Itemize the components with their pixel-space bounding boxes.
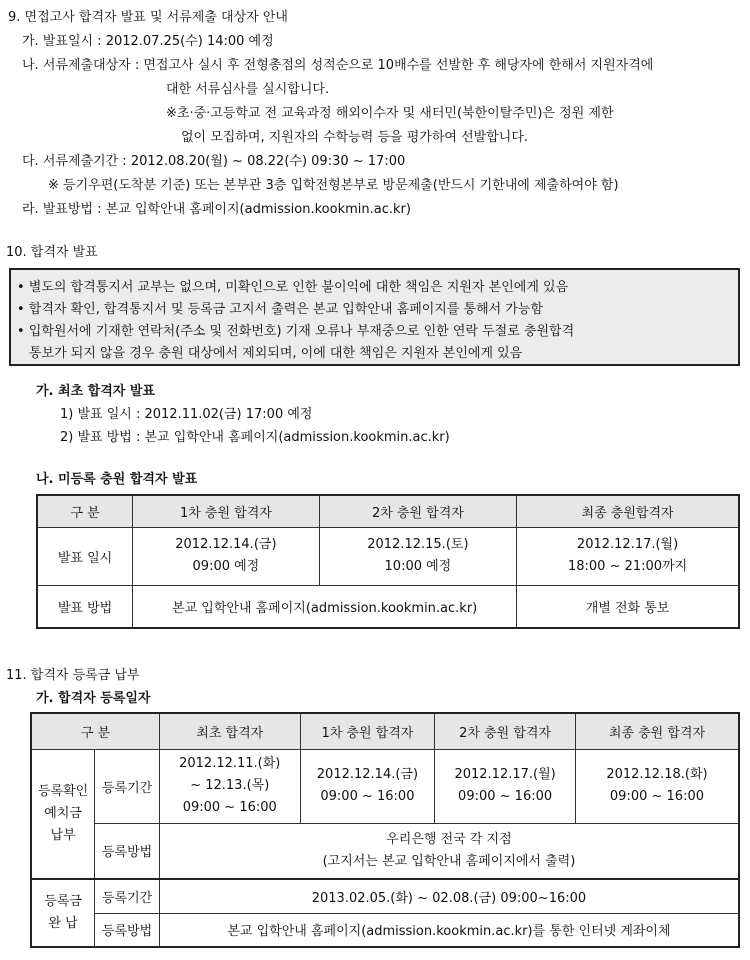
table-header: 구 분 — [31, 713, 159, 749]
row-label: 등록기간 — [95, 749, 160, 823]
notice-line: • 합격자 확인, 합격통지서 및 등록금 고지서 출력은 본교 입학안내 홈페이지를 통해서 가능함 — [17, 302, 544, 317]
table-cell: 본교 입학안내 홈페이지(admission.kookmin.ac.kr)를 통한 인터넷 계좌이체 — [159, 913, 739, 947]
s9-doc-period-note: ※ 등기우편(도착분 기준) 또는 본부관 3층 입학전형본부로 방문제출(반드시 기한내에 제출하여야 함) — [48, 178, 619, 193]
row-label: 발표 방법 — [37, 585, 133, 628]
table-header: 1차 충원 합격자 — [300, 713, 435, 749]
table-cell: 2012.12.17.(월) 09:00 ~ 16:00 — [435, 749, 576, 823]
table-row — [31, 823, 739, 879]
notice-line: • 입학원서에 기재한 연락처(주소 및 전화번호) 기재 오류나 부재중으로 인한 연락 두절로 충원합격 — [17, 324, 575, 339]
s9-announce-date: 가. 발표일시 : 2012.07.25(수) 14:00 예정 — [22, 34, 274, 49]
notice-box — [9, 268, 740, 366]
s9-doc-target-line1: 나. 서류제출대상자 : 면접고사 실시 후 전형총점의 성적순으로 10배수를 선발한 후 해당자에 한해서 지원자격에 — [22, 58, 654, 73]
table-header: 최종 충원 합격자 — [575, 713, 739, 749]
s11-registration-title: 가. 합격자 등록일자 — [36, 691, 151, 706]
s10-first-method: 2) 발표 방법 : 본교 입학안내 홈페이지(admission.kookmin.ac.kr) — [60, 430, 450, 445]
section10-title: 10. 합격자 발표 — [6, 245, 98, 260]
table-row — [37, 527, 739, 585]
row-label: 발표 일시 — [37, 527, 133, 585]
table-header: 2차 충원 합격자 — [319, 495, 516, 527]
table-row — [37, 585, 739, 628]
table-header: 1차 충원 합격자 — [133, 495, 320, 527]
s9-doc-target-line2: 대한 서류심사를 실시합니다. — [166, 82, 330, 97]
table-cell: 2012.12.15.(토) 10:00 예정 — [319, 527, 516, 585]
notice-line: 통보가 되지 않을 경우 충원 대상에서 제외되며, 이에 대한 책임은 지원자 본인에게 있음 — [29, 346, 523, 361]
table-cell: 본교 입학안내 홈페이지(admission.kookmin.ac.kr) — [133, 585, 517, 628]
group-label-deposit: 등록확인 예치금 납부 — [31, 749, 95, 879]
table-header: 최초 합격자 — [159, 713, 300, 749]
table-row — [31, 879, 739, 913]
table-cell: 2013.02.05.(화) ~ 02.08.(금) 09:00~16:00 — [159, 879, 739, 913]
s10-first-title: 가. 최초 합격자 발표 — [36, 384, 155, 399]
registration-table — [30, 712, 740, 948]
table-cell: 개별 전화 통보 — [517, 585, 739, 628]
s9-doc-period: 다. 서류제출기간 : 2012.08.20(월) ~ 08.22(수) 09:30 ~ 17:00 — [22, 154, 406, 169]
group-label-tuition: 등록금 완 납 — [31, 879, 95, 947]
table-cell: 우리은행 전국 각 지점 (고지서는 본교 입학안내 홈페이지에서 출력) — [159, 823, 739, 879]
table-header: 구 분 — [37, 495, 133, 527]
section11-title: 11. 합격자 등록금 납부 — [6, 668, 140, 683]
s9-announce-method: 라. 발표방법 : 본교 입학안내 홈페이지(admission.kookmin.ac.kr) — [22, 202, 411, 217]
section9-title: 9. 면접고사 합격자 발표 및 서류제출 대상자 안내 — [8, 10, 288, 25]
table-cell: 2012.12.11.(화) ~ 12.13.(목) 09:00 ~ 16:00 — [159, 749, 300, 823]
notice-line: • 별도의 합격통지서 교부는 없으며, 미확인으로 인한 불이익에 대한 책임은 지원자 본인에게 있음 — [17, 280, 569, 295]
row-label: 등록방법 — [95, 913, 160, 947]
table-row — [31, 913, 739, 947]
table-row — [31, 749, 739, 823]
s10-additional-title: 나. 미등록 충원 합격자 발표 — [36, 472, 198, 487]
table-header: 2차 충원 합격자 — [435, 713, 576, 749]
s9-doc-target-note2: 없이 모집하며, 지원자의 수학능력 등을 평가하여 선발합니다. — [181, 130, 529, 145]
row-label: 등록기간 — [95, 879, 160, 913]
row-label: 등록방법 — [95, 823, 160, 879]
table-cell: 2012.12.14.(금) 09:00 예정 — [133, 527, 320, 585]
s9-doc-target-note1: ※초·중·고등학교 전 교육과정 해외이수자 및 새터민(북한이탈주민)은 정원 제한 — [166, 106, 614, 121]
table-header: 최종 충원합격자 — [517, 495, 739, 527]
table-cell: 2012.12.18.(화) 09:00 ~ 16:00 — [575, 749, 739, 823]
table-cell: 2012.12.17.(월) 18:00 ~ 21:00까지 — [517, 527, 739, 585]
additional-admission-table — [36, 494, 740, 629]
s10-first-date: 1) 발표 일시 : 2012.11.02(금) 17:00 예정 — [60, 407, 313, 422]
table-cell: 2012.12.14.(금) 09:00 ~ 16:00 — [300, 749, 435, 823]
